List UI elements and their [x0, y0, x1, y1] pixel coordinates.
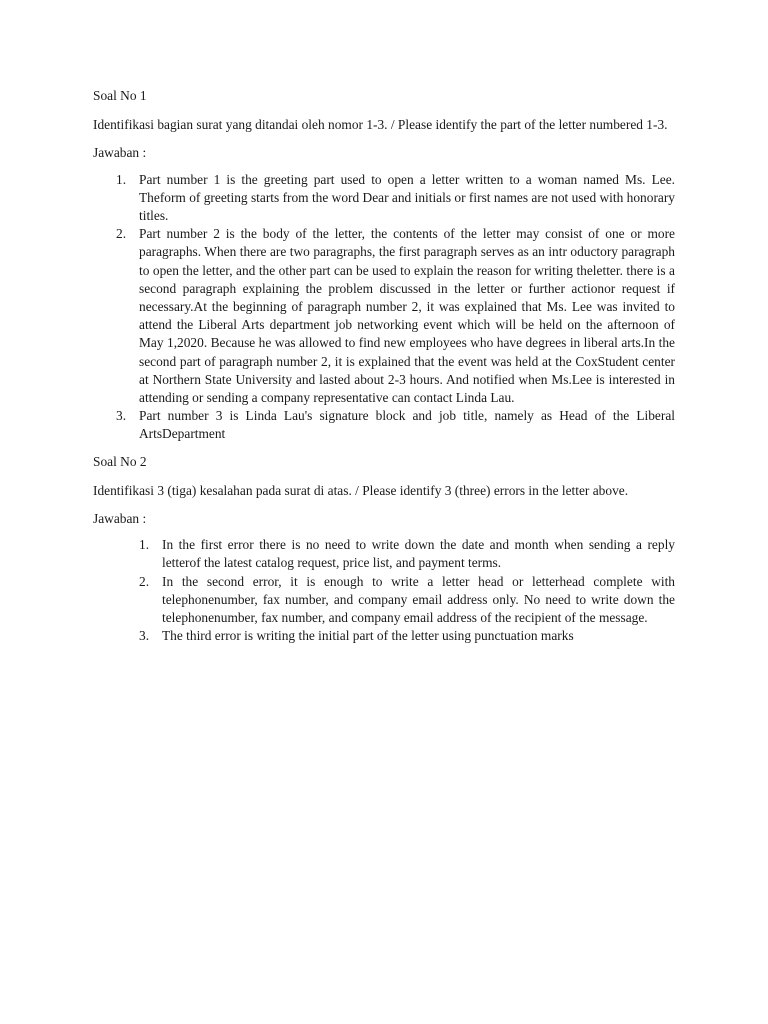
list-item [139, 573, 675, 628]
section2-question: Identifikasi 3 (tiga) kesalahan pada surat di atas. / Please identify 3 (three) errors in the letter above. [93, 482, 629, 498]
list-item [116, 407, 675, 443]
list-item-number: 2. [116, 226, 127, 242]
section1-question: Identifikasi bagian surat yang ditandai oleh nomor 1-3. / Please identify the part of the letter numbered 1-3. [93, 117, 668, 133]
list-item-number: 3. [139, 628, 150, 644]
list-item-text: Part number 3 is Linda Lau's signature block and job title, namely as Head of the Liberal ArtsDepartment [139, 408, 675, 442]
list-item [116, 225, 675, 407]
list-item-text: In the second error, it is enough to write a letter head or letterhead complete with telephonenumber, fax number, and company email address only. No need to write down the telephonenumber, fax number, and company email address of the recipient of the message. [162, 573, 675, 626]
section2-answer-list [139, 536, 675, 645]
list-item-text: Part number 2 is the body of the letter, the contents of the letter may consist of one or more paragraphs. When there are two paragraphs, the first paragraph serves as an intr oductory paragraph to open the letter, and the other part can be used to explain the reason for writing theletter. there is a second paragraph explaining the problem discussed in the letter or further actionor request if necessary.At the beginning of paragraph number 2, it was explained that Ms. Lee was invited to attend the Liberal Arts department job networking event which will be held on the afternoon of May 1,2020. Because he was allowed to find new employees who have degrees in liberal arts.In the second part of paragraph number 2, it is explained that the event was held at the CoxStudent center at Northern State University and lasted about 2-3 hours. And notified when Ms.Lee is interested in attending or sending a company representative can contact Linda Lau. [139, 226, 675, 406]
list-item-text: In the first error there is no need to write down the date and month when sending a reply letterof the latest catalog request, price list, and payment terms. [162, 537, 675, 571]
list-item [139, 536, 675, 572]
list-item-number: 3. [116, 408, 127, 424]
list-item [139, 627, 675, 645]
list-item-number: 2. [139, 573, 150, 589]
section1-answer-list [116, 171, 675, 444]
section2-heading: Soal No 2 [93, 453, 147, 469]
list-item-text: The third error is writing the initial part of the letter using punctuation marks [162, 628, 574, 644]
list-item-number: 1. [139, 537, 150, 553]
section1-answer-label: Jawaban : [93, 145, 147, 161]
list-item [116, 171, 675, 226]
section1-heading: Soal No 1 [93, 88, 147, 103]
list-item-text: Part number 1 is the greeting part used to open a letter written to a woman named Ms. Lee. Theform of greeting starts from the word Dear and initials or first names are not used with honorary titles. [139, 171, 675, 224]
list-item-number: 1. [116, 171, 127, 187]
section2-answer-label: Jawaban : [93, 511, 147, 527]
document-page [93, 87, 675, 645]
